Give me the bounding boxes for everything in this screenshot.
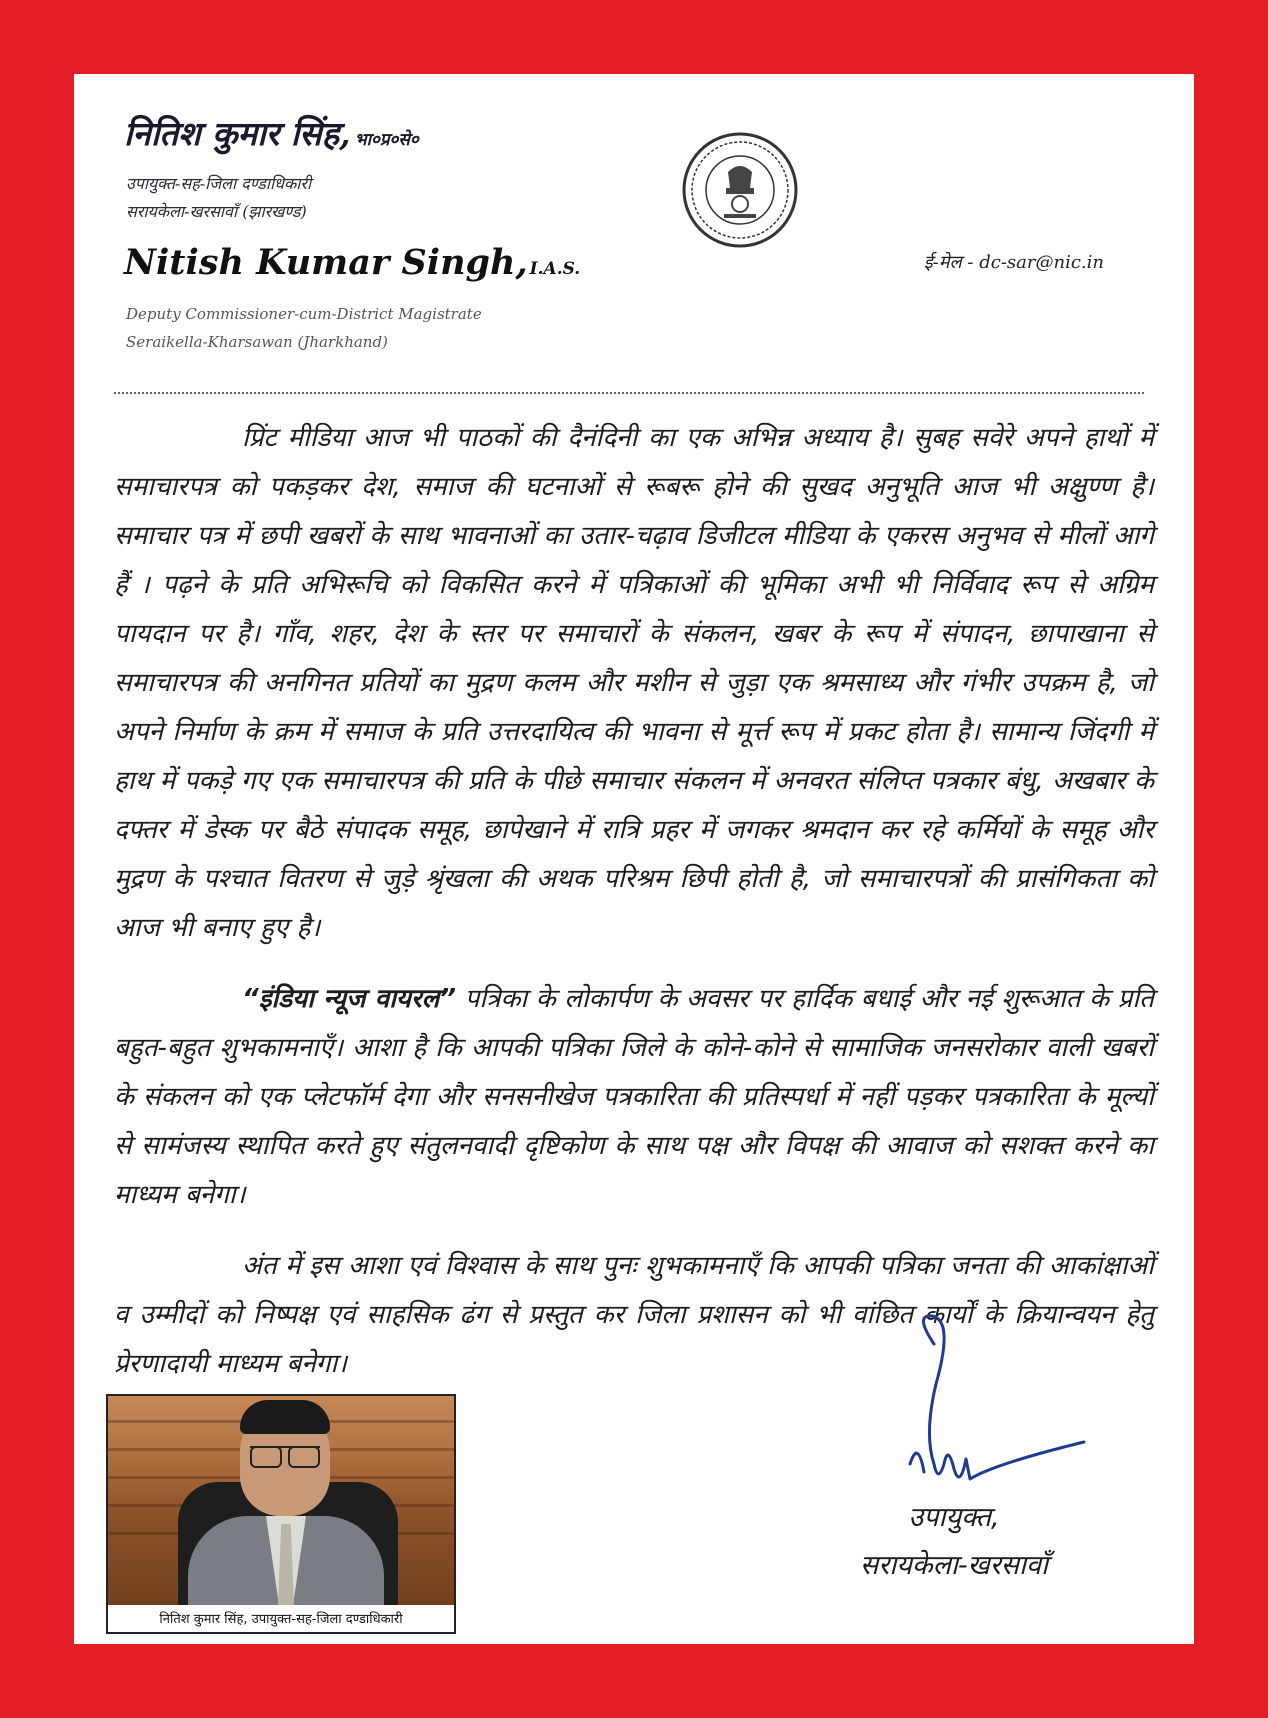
- officer-photo: [106, 1394, 456, 1634]
- handwritten-signature: [874, 1314, 1094, 1504]
- designation-english-line-2: Seraikella-Kharsawan (Jharkhand): [126, 333, 388, 351]
- signoff-district: सरायकेला-खरसावाँ: [859, 1550, 1049, 1581]
- hair-shape: [240, 1400, 330, 1434]
- glasses-icon: [250, 1446, 320, 1468]
- designation-hindi-line-2: सरायकेला-खरसावाँ (झारखण्ड): [126, 202, 307, 221]
- officer-name-english-text: Nitish Kumar Singh,: [124, 242, 528, 283]
- state-emblem-seal-icon: [680, 130, 800, 250]
- designation-hindi-line-1: उपायुक्त-सह-जिला दण्डाधिकारी: [126, 174, 312, 193]
- officer-name-english: [124, 242, 580, 283]
- paragraph-3: अंत में इस आशा एवं विश्वास के साथ पुनः शुभकामनाएँ कि आपकी पत्रिका जनता की आकांक्षाओं व उम्मीदों को निष्पक्ष एवं साहसिक ढंग से प्रस्तुत कर जिला प्रशासन को भी वांछित कार्यों के क्रियान्वयन हेतु प्रेरणादायी माध्यम बनेगा।: [114, 1251, 1154, 1379]
- magazine-name: “इंडिया न्यूज वायरल”: [242, 984, 457, 1014]
- designation-english-line-1: Deputy Commissioner-cum-District Magistrate: [126, 305, 482, 323]
- paragraph-2-text: पत्रिका के लोकार्पण के अवसर पर हार्दिक बधाई और नई शुरूआत के प्रति बहुत-बहुत शुभकामनाएँ। आशा है कि आपकी पत्रिका जिले के कोने-कोने से सामाजिक जनसरोकार वाली खबरों के संकलन को एक प्लेटफॉर्म देगा और सनसनीखेज पत्रकारिता की प्रतिस्पर्धा में नहीं पड़कर पत्रकारिता के मूल्यों से सामंजस्य स्थापित करते हुए संतुलनवादी दृष्टिकोण के साथ पक्ष और विपक्ष की आवाज को सशक्त करने का माध्यम बनेगा।: [114, 984, 1154, 1210]
- signoff-block: [804, 1494, 1104, 1590]
- officer-service-english: I.A.S.: [529, 259, 581, 279]
- photo-caption: नितिश कुमार सिंह, उपायुक्त-सह-जिला दण्डाधिकारी: [108, 1605, 454, 1632]
- letter-page: [74, 74, 1194, 1644]
- paragraph-1: प्रिंट मीडिया आज भी पाठकों की दैनंदिनी का एक अभिन्न अध्याय है। सुबह सवेरे अपने हाथों में समाचारपत्र को पकड़कर देश, समाज की घटनाओं से रूबरू होने की सुखद अनुभूति आज भी अक्षुण्ण है। समाचार पत्र में छपी खबरों के साथ भावनाओं का उतार-चढ़ाव डिजीटल मीडिया के एकरस अनुभव से मीलों आगे हैं । पढ़ने के प्रति अभिरूचि को विकसित करने में पत्रिकाओं की भूमिका अभी भी निर्विवाद रूप से अग्रिम पायदान पर है। गाँव, शहर, देश के स्तर पर समाचारों के संकलन, खबर के रूप में संपादन, छापाखाना से समाचारपत्र की अनगिनत प्रतियों का मुद्रण कलम और मशीन से जुड़ा एक श्रमसाध्य और गंभीर उपक्रम है, जो अपने निर्माण के क्रम में समाज के प्रति उत्तरदायित्व की भावना से मूर्त्त रूप में प्रकट होता है। सामान्य जिंदगी में हाथ में पकड़े गए एक समाचारपत्र की प्रति के पीछे समाचार संकलन में अनवरत संलिप्त पत्रकार बंधु, अखबार के दफ्तर में डेस्क पर बैठे संपादक समूह, छापेखाने में रात्रि प्रहर में जगकर श्रमदान कर रहे कर्मियों के समूह और मुद्रण के पश्चात वितरण से जुड़े श्रृंखला की अथक परिश्रम छिपी होती है, जो समाचारपत्रों की प्रासंगिकता को आज भी बनाए हुए है।: [114, 423, 1154, 943]
- officer-service-hindi: भा०प्र०से०: [354, 130, 419, 150]
- signoff-designation: उपायुक्त,: [908, 1502, 1000, 1533]
- designation-hindi: [126, 170, 311, 226]
- letter-body: [114, 414, 1154, 1389]
- designation-english: [126, 300, 482, 356]
- paragraph-2: [114, 975, 1154, 1220]
- officer-name-hindi-text: नितिश कुमार सिंह,: [124, 114, 351, 153]
- letterhead-divider: [114, 392, 1144, 394]
- email-address: ई-मेल - dc-sar@nic.in: [923, 252, 1104, 273]
- officer-name-hindi: [124, 110, 419, 155]
- letterhead: [124, 110, 1144, 410]
